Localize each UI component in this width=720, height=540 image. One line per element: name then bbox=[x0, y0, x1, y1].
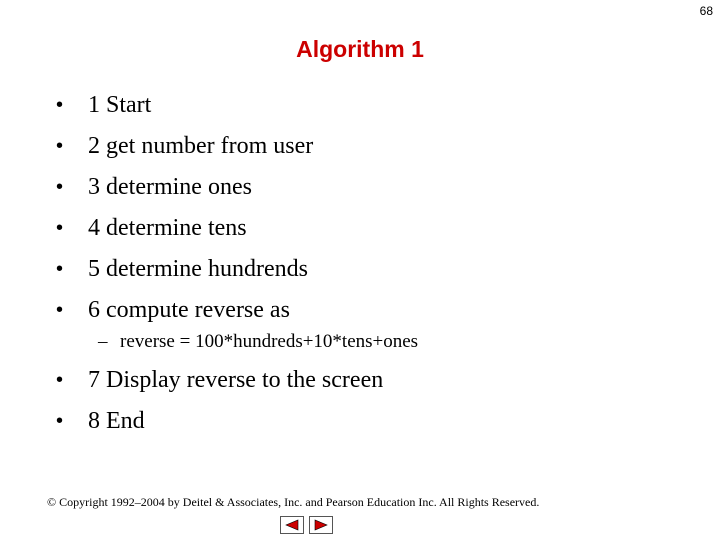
bullet-text: 3 determine ones bbox=[88, 174, 252, 200]
sub-bullet-marker: – bbox=[98, 331, 108, 352]
slide-title: Algorithm 1 bbox=[296, 36, 424, 62]
copyright-footer: © Copyright 1992–2004 by Deitel & Associates, Inc. and Pearson Education Inc. All Rights Reserved. bbox=[47, 495, 540, 509]
previous-slide-button[interactable] bbox=[280, 516, 304, 534]
slide-navigation bbox=[280, 516, 333, 534]
bullet-marker: • bbox=[56, 135, 64, 157]
triangle-right-icon bbox=[313, 519, 329, 531]
bullet-text: 2 get number from user bbox=[88, 133, 314, 159]
next-slide-button[interactable] bbox=[309, 516, 333, 534]
bullet-text: 4 determine tens bbox=[88, 215, 247, 241]
bullet-marker: • bbox=[56, 217, 64, 239]
bullet-text: 7 Display reverse to the screen bbox=[88, 367, 384, 393]
bullet-text: 1 Start bbox=[88, 92, 152, 118]
sub-bullet bbox=[98, 330, 418, 354]
bullet-text: 5 determine hundrends bbox=[88, 256, 308, 282]
bullet-marker: • bbox=[56, 410, 64, 432]
sub-bullet-text: reverse = 100*hundreds+10*tens+ones bbox=[120, 331, 419, 352]
bullet-text: 6 compute reverse as bbox=[88, 297, 290, 323]
bullet-marker: • bbox=[56, 176, 64, 198]
bullet-text: 8 End bbox=[88, 408, 145, 434]
bullet-marker: • bbox=[56, 369, 64, 391]
page-number: 68 bbox=[699, 4, 713, 18]
triangle-left-icon bbox=[284, 519, 300, 531]
bullet-marker: • bbox=[56, 258, 64, 280]
bullet-marker: • bbox=[56, 94, 64, 116]
bullet-marker: • bbox=[56, 299, 64, 321]
